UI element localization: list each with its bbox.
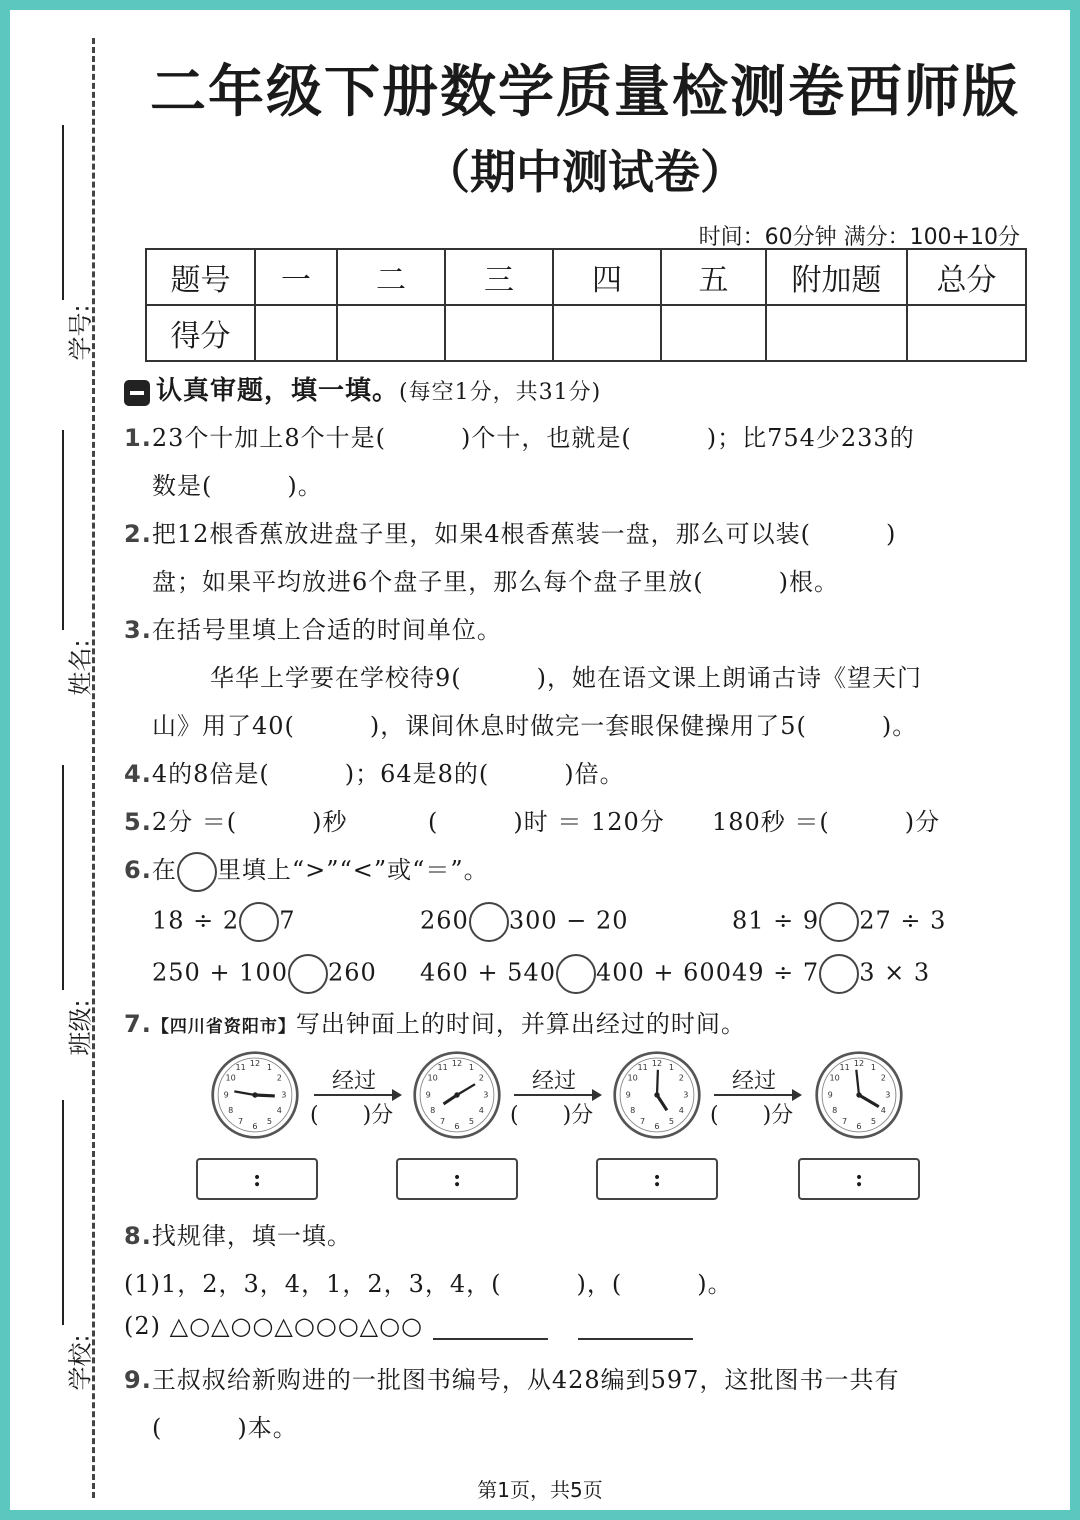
compare-answer-circle[interactable] [469, 902, 509, 942]
svg-text:1: 1 [870, 1061, 876, 1072]
svg-text:10: 10 [427, 1072, 438, 1083]
svg-text:1: 1 [266, 1061, 272, 1072]
clock-face-icon [412, 1050, 502, 1140]
section-number-one-icon [124, 380, 150, 406]
svg-text:3: 3 [281, 1089, 287, 1100]
svg-text:8: 8 [228, 1105, 234, 1115]
svg-text:10: 10 [225, 1072, 236, 1083]
question-3-line-1 [124, 610, 502, 645]
svg-text:4: 4 [276, 1105, 282, 1115]
question-number: 9. [124, 1366, 152, 1394]
question-number: 1. [124, 424, 152, 452]
compare-left: 260 [420, 906, 469, 935]
svg-text:7: 7 [238, 1115, 244, 1126]
clock-face-icon [210, 1050, 300, 1140]
svg-text:11: 11 [437, 1061, 448, 1072]
compare-left: 250 + 100 [152, 958, 288, 987]
margin-label-school: 学校: [66, 1334, 95, 1391]
question-number: 8. [124, 1222, 152, 1250]
svg-text:4: 4 [880, 1105, 886, 1115]
svg-text:3: 3 [885, 1089, 891, 1100]
page-title: 二年级下册数学质量检测卷西师版 [150, 60, 1020, 125]
svg-text:5: 5 [468, 1115, 474, 1126]
score-header-cell: 一 [255, 249, 337, 305]
compare-left: 18 ÷ 2 [152, 906, 240, 935]
score-table-score-row [146, 305, 1026, 361]
score-input-cell[interactable] [907, 305, 1026, 361]
svg-text:12: 12 [451, 1058, 463, 1069]
compare-left: 81 ÷ 9 [732, 906, 820, 935]
compare-circle-icon [177, 852, 217, 892]
svg-text:6: 6 [454, 1121, 460, 1132]
score-header-cell: 附加题 [766, 249, 907, 305]
compare-item [152, 902, 295, 942]
compare-answer-circle[interactable] [556, 954, 596, 994]
question-number: 5. [124, 808, 152, 836]
score-input-cell[interactable] [661, 305, 766, 361]
compare-left: 49 ÷ 7 [732, 958, 820, 987]
svg-text:1: 1 [468, 1061, 474, 1072]
question-text: 在括号里填上合适的时间单位。 [151, 616, 502, 644]
margin-line-school [62, 1100, 64, 1325]
time-info: 时间：60分钟 满分：100+10分 [698, 225, 1020, 250]
margin-line-class [62, 765, 64, 990]
svg-text:3: 3 [683, 1089, 689, 1100]
svg-text:8: 8 [430, 1105, 436, 1115]
svg-text:2: 2 [478, 1072, 484, 1083]
question-number: 2. [124, 520, 152, 548]
compare-right: 3 × 3 [859, 958, 931, 987]
compare-answer-circle[interactable] [239, 902, 279, 942]
svg-text:7: 7 [440, 1115, 446, 1126]
question-text: 在 [151, 856, 177, 884]
section-1-note: (每空1分，共31分) [399, 380, 602, 405]
svg-text:3: 3 [483, 1089, 489, 1100]
score-header-cell: 五 [661, 249, 766, 305]
svg-text:12: 12 [651, 1058, 663, 1069]
compare-right: 7 [279, 906, 296, 935]
page-subtitle: （期中测试卷） [424, 145, 746, 199]
score-header-cell: 二 [337, 249, 445, 305]
question-text: 把12根香蕉放进盘子里，如果4根香蕉装一盘，那么可以装( ) [151, 520, 897, 548]
question-6-instruction [124, 850, 489, 892]
question-8-part-2 [124, 1312, 713, 1340]
question-9-line-1 [124, 1360, 899, 1395]
svg-text:2: 2 [276, 1072, 282, 1083]
score-header-cell: 总分 [907, 249, 1026, 305]
compare-right: 400 + 600 [595, 958, 732, 987]
svg-text:5: 5 [870, 1115, 876, 1126]
svg-text:9: 9 [827, 1089, 833, 1100]
score-table [145, 248, 1027, 362]
svg-text:9: 9 [425, 1089, 431, 1100]
compare-right: 27 ÷ 3 [859, 906, 947, 935]
compare-answer-circle[interactable] [819, 902, 859, 942]
svg-text:7: 7 [842, 1115, 848, 1126]
score-input-cell[interactable] [553, 305, 661, 361]
compare-left: 460 + 540 [420, 958, 556, 987]
question-text: 找规律，填一填。 [151, 1222, 352, 1250]
question-2-line-1 [124, 514, 896, 549]
question-7-instruction [124, 1004, 746, 1039]
elapsed-label: 经过 [332, 1069, 377, 1094]
arrow-right-icon [514, 1094, 600, 1096]
question-text: 2分 ＝( )秒 [151, 808, 348, 836]
score-table-header-row [146, 249, 1026, 305]
elapsed-label: 经过 [732, 1069, 777, 1094]
page-number: 第1页，共5页 [477, 1478, 603, 1502]
elapsed-minutes-blank: ( )分 [510, 1103, 594, 1128]
score-header-cell: 三 [445, 249, 553, 305]
clock-face-icon [612, 1050, 702, 1140]
answer-blank-line[interactable] [433, 1314, 548, 1340]
compare-item [732, 954, 930, 994]
time-answer-box[interactable]: : [196, 1158, 318, 1200]
margin-label-student-id: 学号: [66, 304, 95, 361]
question-1-line-2: 数是( )。 [152, 472, 323, 500]
svg-text:5: 5 [668, 1115, 674, 1126]
elapsed-minutes-blank: ( )分 [710, 1103, 794, 1128]
question-number: 7. [124, 1010, 152, 1038]
answer-blank-line[interactable] [578, 1314, 693, 1340]
question-1-line-1 [124, 418, 915, 453]
margin-line-name [62, 430, 64, 630]
svg-text:2: 2 [880, 1072, 886, 1083]
compare-answer-circle[interactable] [288, 954, 328, 994]
question-number: 4. [124, 760, 152, 788]
question-source-tag: 【四川省资阳市】 [151, 1017, 296, 1037]
section-1-title: 认真审题，填一填。 [156, 376, 400, 406]
compare-item [732, 902, 946, 942]
question-text: 4的8倍是( )；64是8的( )倍。 [151, 760, 625, 788]
margin-dashed-line [92, 38, 95, 1498]
compare-right: 260 [327, 958, 377, 987]
question-3-line-3: 山》用了40( )，课间休息时做完一套眼保健操用了5( )。 [152, 712, 918, 740]
svg-text:11: 11 [839, 1061, 850, 1072]
score-header-cell: 题号 [146, 249, 255, 305]
score-input-cell[interactable] [337, 305, 445, 361]
question-2-line-2: 盘；如果平均放进6个盘子里，那么每个盘子里放( )根。 [152, 568, 839, 596]
clock-face-icon [814, 1050, 904, 1140]
compare-right: 300 − 20 [508, 906, 629, 935]
question-8-instruction [124, 1216, 352, 1251]
svg-text:9: 9 [625, 1089, 631, 1100]
section-1-heading [124, 370, 601, 407]
svg-text:10: 10 [627, 1072, 638, 1083]
svg-text:6: 6 [252, 1121, 258, 1132]
score-row-label: 得分 [146, 305, 255, 361]
elapsed-minutes-blank: ( )分 [310, 1103, 394, 1128]
margin-label-class: 班级: [66, 999, 95, 1056]
question-5-part-b: ( )时 ＝ 120分 [428, 808, 665, 836]
svg-text:7: 7 [640, 1115, 646, 1126]
question-number: 6. [124, 856, 152, 884]
svg-text:6: 6 [654, 1121, 660, 1132]
compare-answer-circle[interactable] [819, 954, 859, 994]
svg-text:11: 11 [637, 1061, 648, 1072]
svg-text:12: 12 [853, 1058, 865, 1069]
question-number: 3. [124, 616, 152, 644]
svg-text:12: 12 [249, 1058, 261, 1069]
svg-text:8: 8 [832, 1105, 838, 1115]
svg-text:8: 8 [630, 1105, 636, 1115]
time-answer-box[interactable]: : [798, 1158, 920, 1200]
time-answer-box[interactable]: : [596, 1158, 718, 1200]
score-input-cell[interactable] [255, 305, 337, 361]
score-input-cell[interactable] [445, 305, 553, 361]
arrow-right-icon [714, 1094, 800, 1096]
svg-text:4: 4 [478, 1105, 484, 1115]
svg-text:9: 9 [223, 1089, 229, 1100]
question-8-part-1: (1)1，2，3，4，1，2，3，4，( )，( )。 [124, 1270, 733, 1298]
margin-label-name: 姓名: [66, 639, 95, 696]
svg-text:1: 1 [668, 1061, 674, 1072]
score-header-cell: 四 [553, 249, 661, 305]
question-3-line-2: 华华上学要在学校待9( )，她在语文课上朗诵古诗《望天门 [210, 664, 922, 692]
svg-text:5: 5 [266, 1115, 272, 1126]
exam-page [10, 10, 1070, 1510]
time-answer-box[interactable]: : [396, 1158, 518, 1200]
question-text: 里填上“>”“<”或“＝”。 [216, 856, 489, 884]
svg-text:2: 2 [678, 1072, 684, 1083]
question-5-part-a [124, 802, 347, 837]
compare-item [152, 954, 377, 994]
elapsed-label: 经过 [532, 1069, 577, 1094]
svg-text:6: 6 [856, 1121, 862, 1132]
svg-text:11: 11 [235, 1061, 246, 1072]
question-4 [124, 754, 625, 789]
question-text: 王叔叔给新购进的一批图书编号，从428编到597，这批图书一共有 [151, 1366, 900, 1394]
shape-pattern: (2) △○△○○△○○○△○○ [124, 1312, 423, 1340]
svg-text:4: 4 [678, 1105, 684, 1115]
score-input-cell[interactable] [766, 305, 907, 361]
margin-line-student-id [62, 125, 64, 300]
compare-item [420, 902, 629, 942]
svg-text:10: 10 [829, 1072, 840, 1083]
question-5-part-c: 180秒 ＝( )分 [712, 808, 941, 836]
question-text: 写出钟面上的时间，并算出经过的时间。 [295, 1010, 746, 1038]
question-text: 23个十加上8个十是( )个十，也就是( )；比754少233的 [151, 424, 915, 452]
question-9-line-2: ( )本。 [152, 1414, 298, 1442]
arrow-right-icon [314, 1094, 400, 1096]
compare-item [420, 954, 732, 994]
